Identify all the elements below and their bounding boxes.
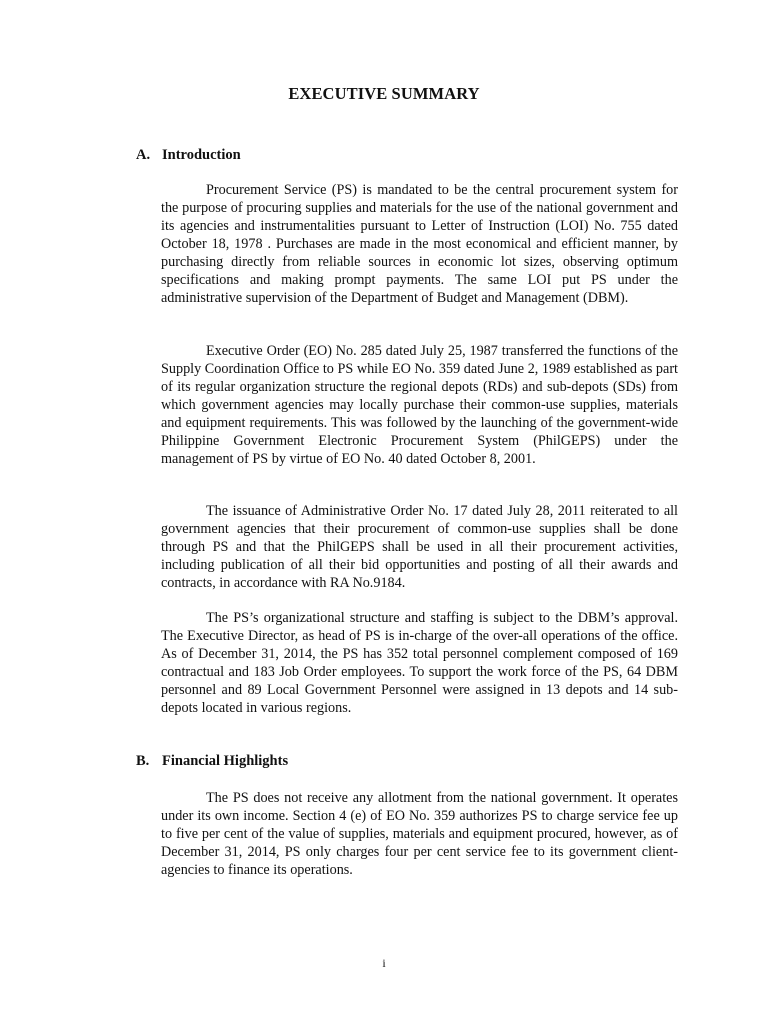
paragraph: The PS does not receive any allotment from the national government. It operates under its own income. Section 4 (e) of EO No. 359 authorizes PS to charge service fee up to five per cent of the value of supplies, materials and equipment procured, however, as of December 31, 2014, PS only charges four per cent service fee to its government client-agencies to finance its operations. [161,790,678,878]
page-title: EXECUTIVE SUMMARY [288,84,480,103]
paragraph: The issuance of Administrative Order No. 17 dated July 28, 2011 reiterated to all government agencies that their procurement of common-use supplies shall be done through PS and that the PhilGEPS shall be used in all their procurement activities, including publication of all their bid opportunities and posting of all their awards and contracts, in accordance with RA No.9184. [161,503,678,591]
section-heading-introduction [136,147,241,164]
page-number: i [382,956,386,970]
section-letter: B. [136,753,150,769]
section-letter: A. [136,147,151,163]
section-title: Financial Highlights [162,753,289,769]
paragraph: Procurement Service (PS) is mandated to be the central procurement system for the purpose of procuring supplies and materials for the use of the national government and its agencies and instrumentalities pursuant to Letter of Instruction (LOI) No. 755 dated October 18, 1978 . Purchases are made in the most economical and efficient manner, by purchasing directly from reliable sources in economic lot sizes, observing optimum specifications and making prompt payments. The same LOI put PS under the administrative supervision of the Department of Budget and Management (DBM). [161,182,678,306]
paragraph: Executive Order (EO) No. 285 dated July 25, 1987 transferred the functions of the Supply Coordination Office to PS while EO No. 359 dated June 2, 1989 established as part of its regular organization structure the regional depots (RDs) and sub-depots (SDs) from which government agencies may locally purchase their common-use supplies, materials and equipment requirements. This was followed by the launching of the government-wide Philippine Government Electronic Procurement System (PhilGEPS) under the management of PS by virtue of EO No. 40 dated October 8, 2001. [161,343,678,467]
section-heading-financial-highlights [136,753,288,770]
paragraph: The PS’s organizational structure and staffing is subject to the DBM’s approval. The Executive Director, as head of PS is in-charge of the over-all operations of the office. As of December 31, 2014, the PS has 352 total personnel complement composed of 169 contractual and 183 Job Order employees. To support the work force of the PS, 64 DBM personnel and 89 Local Government Personnel were assigned in 13 depots and 14 sub-depots located in various regions. [161,610,678,716]
section-title: Introduction [162,147,241,163]
